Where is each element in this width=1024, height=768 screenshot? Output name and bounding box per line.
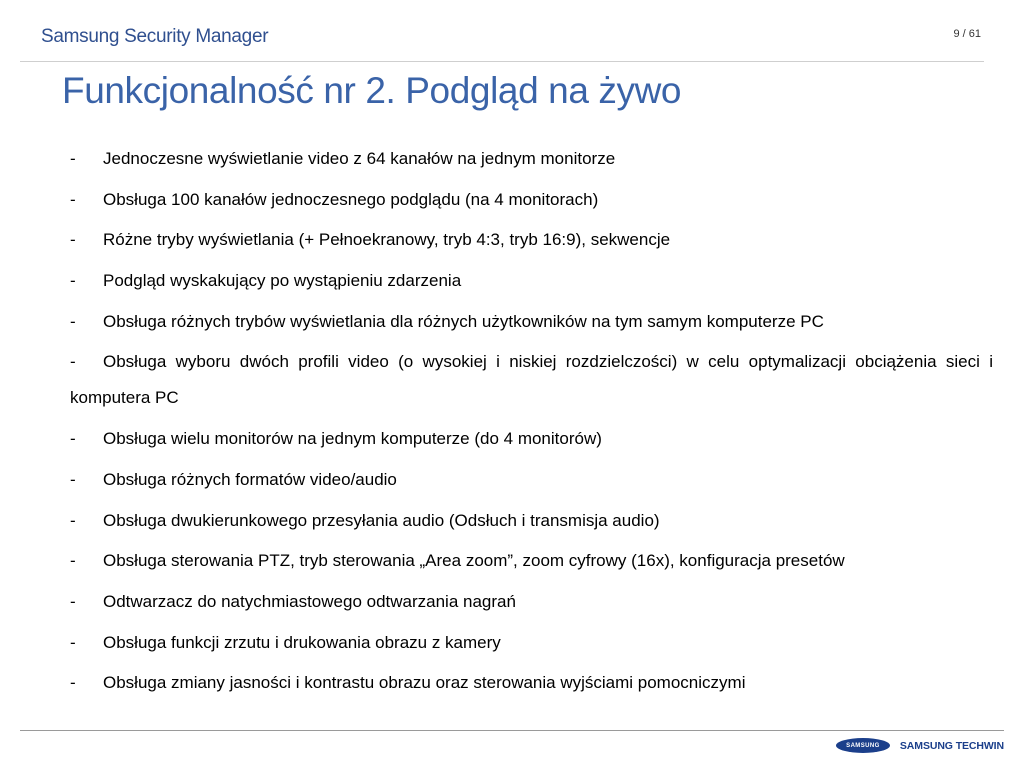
samsung-logo: SAMSUNG — [836, 738, 890, 753]
bullet-text: Odtwarzacz do natychmiastowego odtwarzania nagrań — [103, 591, 516, 611]
bullet-dash: - — [70, 429, 76, 449]
bullet-text: Obsługa zmiany jasności i kontrastu obrazu oraz sterowania wyjściami pomocniczymi — [103, 673, 746, 693]
bullet-dash: - — [70, 469, 76, 489]
list-item — [70, 468, 993, 492]
list-item — [70, 188, 993, 212]
list-item — [70, 427, 993, 451]
bullet-dash: - — [70, 632, 76, 652]
bullet-text: Obsługa dwukierunkowego przesyłania audio (Odsłuch i transmisja audio) — [103, 510, 660, 530]
footer-divider — [20, 730, 1004, 731]
bullet-dash: - — [70, 352, 76, 372]
bullet-text: Obsługa funkcji zrzutu i drukowania obrazu z kamery — [103, 632, 501, 652]
list-item — [70, 269, 993, 293]
page-number: 9 / 61 — [953, 28, 981, 40]
bullet-text: Obsługa różnych trybów wyświetlania dla różnych użytkowników na tym samym komputerze PC — [103, 311, 824, 331]
bullet-text: Obsługa wielu monitorów na jednym komputerze (do 4 monitorów) — [103, 429, 602, 449]
bullet-dash: - — [70, 510, 76, 530]
header-divider — [20, 61, 984, 62]
list-item — [70, 549, 993, 573]
list-item — [70, 344, 993, 416]
bullet-text: Obsługa wyboru dwóch profili video (o wysokiej i niskiej rozdzielczości) w celu optymalizacji obciążenia sieci i komputera PC — [70, 352, 993, 408]
bullet-dash: - — [70, 551, 76, 571]
bullet-dash: - — [70, 271, 76, 291]
slide-title: Funkcjonalność nr 2. Podgląd na żywo — [62, 70, 682, 111]
list-item — [70, 509, 993, 533]
bullet-text: Podgląd wyskakujący po wystąpieniu zdarzenia — [103, 271, 462, 291]
bullet-text: Obsługa 100 kanałów jednoczesnego podglądu (na 4 monitorach) — [103, 189, 599, 209]
list-item — [70, 310, 993, 334]
bullet-dash: - — [70, 673, 76, 693]
bullet-text: Obsługa sterowania PTZ, tryb sterowania „Area zoom”, zoom cyfrowy (16x), konfiguracja presetów — [103, 551, 845, 571]
list-item — [70, 147, 993, 171]
bullet-dash: - — [70, 189, 76, 209]
bullet-dash: - — [70, 149, 76, 168]
list-item — [70, 590, 993, 614]
bullet-dash: - — [70, 591, 76, 611]
list-item — [70, 228, 993, 252]
footer-logos — [836, 738, 1004, 753]
list-item — [70, 631, 993, 655]
header-title: Samsung Security Manager — [41, 26, 269, 47]
bullet-text: Jednoczesne wyświetlanie video z 64 kanałów na jednym monitorze — [103, 149, 616, 168]
samsung-techwin-logo: SAMSUNG TECHWIN — [899, 739, 1004, 752]
bullet-text: Obsługa różnych formatów video/audio — [103, 469, 397, 489]
bullet-text: Różne tryby wyświetlania (+ Pełnoekranowy, tryb 4:3, tryb 16:9), sekwencje — [103, 230, 671, 250]
list-item — [70, 671, 993, 695]
bullet-dash: - — [70, 230, 76, 250]
bullet-dash: - — [70, 311, 76, 331]
feature-list — [70, 147, 993, 712]
